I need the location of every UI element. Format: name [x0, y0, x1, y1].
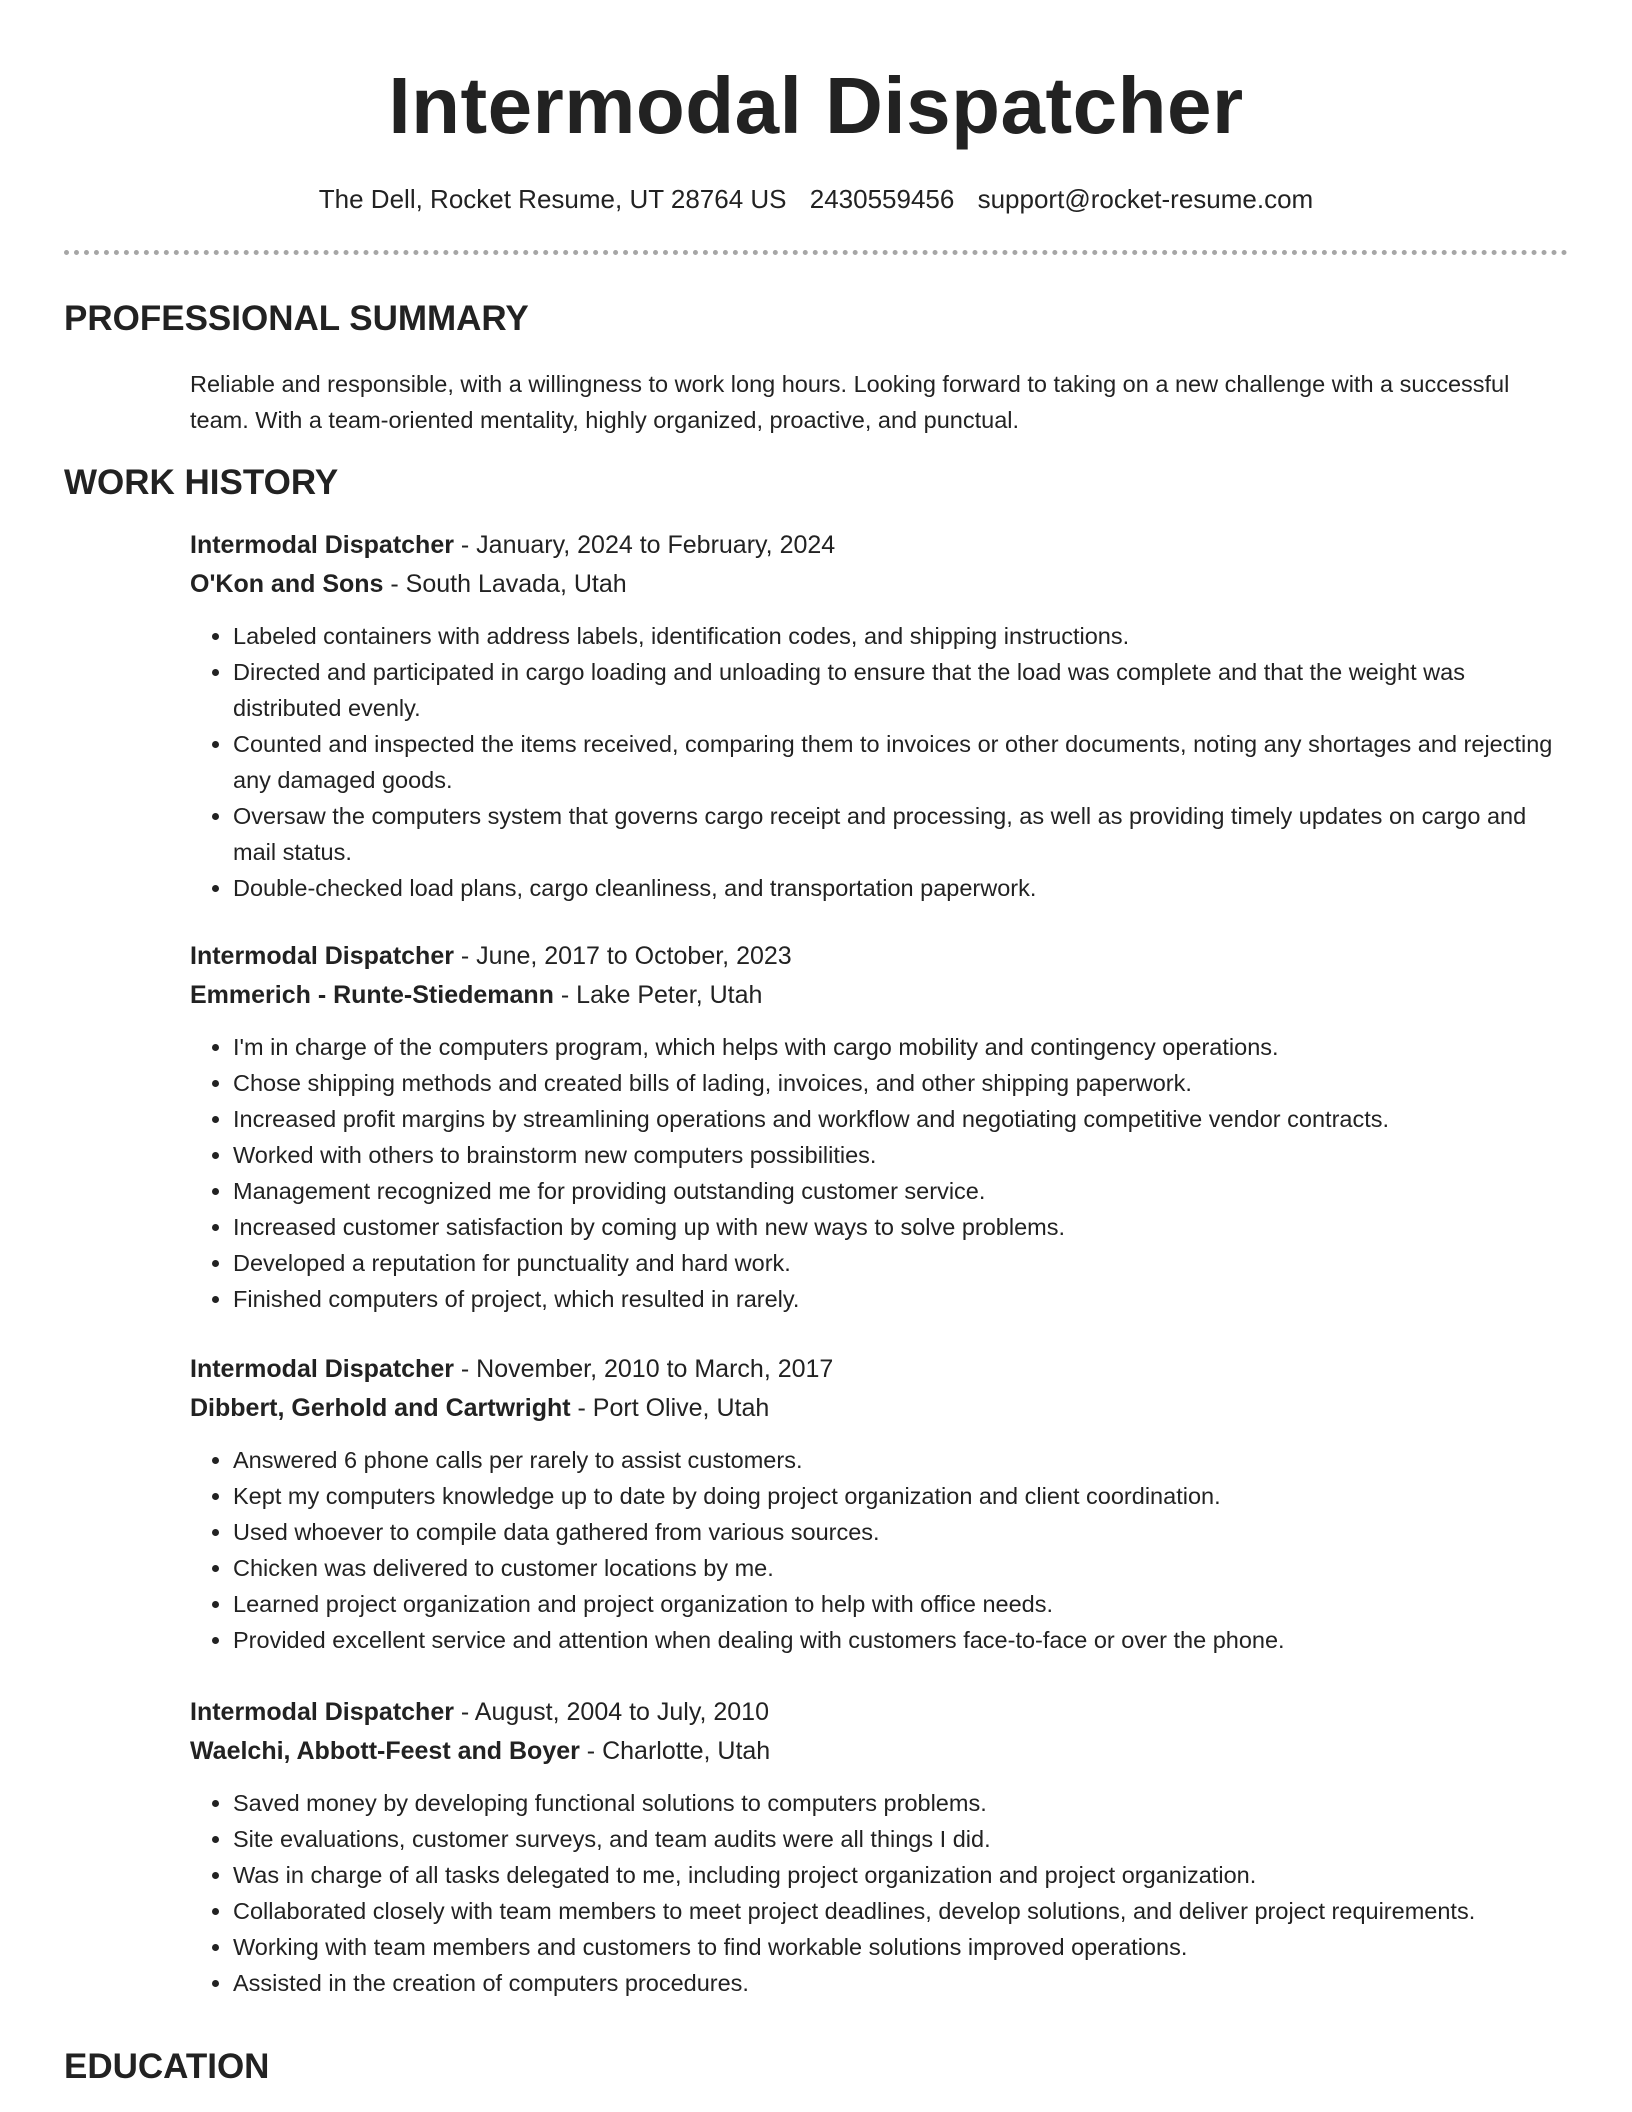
education-heading: EDUCATION	[64, 2047, 270, 2086]
job-bullets	[190, 1029, 1570, 1317]
list-item: • Counted and inspected the items received, comparing them to invoices or other documents, noting any shortages and rejecting any damaged goods.	[233, 726, 1570, 798]
list-item: • Working with team members and customers to find workable solutions improved operations.	[233, 1929, 1570, 1965]
summary-heading: PROFESSIONAL SUMMARY	[64, 299, 529, 338]
job-company-line	[190, 1732, 1570, 1771]
list-item: • Increased customer satisfaction by coming up with new ways to solve problems.	[233, 1209, 1570, 1245]
job-company: Emmerich - Runte-Stiedemann	[190, 981, 554, 1009]
job-company: Waelchi, Abbott-Feest and Boyer	[190, 1737, 580, 1765]
job-entry	[190, 526, 1570, 906]
job-title-line	[190, 526, 1570, 565]
job-entry	[190, 1350, 1570, 1658]
job-company-line	[190, 1389, 1570, 1428]
list-item: • Worked with others to brainstorm new computers possibilities.	[233, 1137, 1570, 1173]
job-title-line	[190, 937, 1570, 976]
job-entry	[190, 1693, 1570, 2001]
list-item: • Was in charge of all tasks delegated to me, including project organization and project organization.	[233, 1857, 1570, 1893]
list-item: • Developed a reputation for punctuality and hard work.	[233, 1245, 1570, 1281]
list-item: • Chose shipping methods and created bills of lading, invoices, and other shipping paperwork.	[233, 1065, 1570, 1101]
list-item: • Kept my computers knowledge up to date by doing project organization and client coordination.	[233, 1478, 1570, 1514]
job-location: - Port Olive, Utah	[570, 1394, 770, 1422]
list-item: • Chicken was delivered to customer locations by me.	[233, 1550, 1570, 1586]
list-item: • Oversaw the computers system that governs cargo receipt and processing, as well as providing timely updates on cargo and mail status.	[233, 798, 1570, 870]
candidate-name: Intermodal Dispatcher	[388, 61, 1244, 150]
job-bullets	[190, 1442, 1570, 1658]
list-item: • Directed and participated in cargo loading and unloading to ensure that the load was complete and that the weight was distributed evenly.	[233, 654, 1570, 726]
list-item: • Double-checked load plans, cargo cleanliness, and transportation paperwork.	[233, 870, 1570, 906]
list-item: • Saved money by developing functional solutions to computers problems.	[233, 1785, 1570, 1821]
job-role: Intermodal Dispatcher	[190, 531, 454, 559]
job-role: Intermodal Dispatcher	[190, 1698, 454, 1726]
job-dates: - January, 2024 to February, 2024	[453, 531, 836, 559]
list-item: • Assisted in the creation of computers procedures.	[233, 1965, 1570, 2001]
job-dates: - August, 2004 to July, 2010	[453, 1698, 769, 1726]
contact-address: The Dell, Rocket Resume, UT 28764 US	[318, 184, 787, 214]
job-company: O'Kon and Sons	[190, 570, 384, 598]
summary-text: Reliable and responsible, with a willingness to work long hours. Looking forward to taking on a new challenge with a successful team. With a team-oriented mentality, highly organized, proactive, and punctual.	[190, 371, 1510, 433]
job-dates: - November, 2010 to March, 2017	[453, 1355, 834, 1383]
job-entry	[190, 937, 1570, 1317]
job-dates: - June, 2017 to October, 2023	[453, 942, 792, 970]
contact-phone: 2430559456	[809, 184, 955, 214]
job-company: Dibbert, Gerhold and Cartwright	[190, 1394, 571, 1422]
job-company-line	[190, 565, 1570, 604]
job-location: - Charlotte, Utah	[579, 1737, 771, 1765]
list-item: • I'm in charge of the computers program, which helps with cargo mobility and contingency operations.	[233, 1029, 1570, 1065]
job-location: - South Lavada, Utah	[383, 570, 627, 598]
list-item: • Management recognized me for providing outstanding customer service.	[233, 1173, 1570, 1209]
list-item: • Provided excellent service and attention when dealing with customers face-to-face or over the phone.	[233, 1622, 1570, 1658]
work-history-heading: WORK HISTORY	[64, 463, 339, 502]
list-item: • Used whoever to compile data gathered from various sources.	[233, 1514, 1570, 1550]
contact-line	[0, 182, 1632, 216]
contact-email[interactable]: support@rocket-resume.com	[977, 184, 1314, 214]
job-location: - Lake Peter, Utah	[553, 981, 763, 1009]
job-bullets	[190, 1785, 1570, 2001]
job-company-line	[190, 976, 1570, 1015]
list-item: • Finished computers of project, which resulted in rarely.	[233, 1281, 1570, 1317]
job-role: Intermodal Dispatcher	[190, 1355, 454, 1383]
list-item: • Labeled containers with address labels, identification codes, and shipping instructions.	[233, 618, 1570, 654]
list-item: • Answered 6 phone calls per rarely to assist customers.	[233, 1442, 1570, 1478]
job-title-line	[190, 1350, 1570, 1389]
job-title-line	[190, 1693, 1570, 1732]
list-item: • Collaborated closely with team members to meet project deadlines, develop solutions, and deliver project requirements.	[233, 1893, 1570, 1929]
job-bullets	[190, 618, 1570, 906]
list-item: • Increased profit margins by streamlining operations and workflow and negotiating competitive vendor contracts.	[233, 1101, 1570, 1137]
list-item: • Learned project organization and project organization to help with office needs.	[233, 1586, 1570, 1622]
job-role: Intermodal Dispatcher	[190, 942, 454, 970]
header-divider	[64, 250, 1568, 255]
list-item: • Site evaluations, customer surveys, and team audits were all things I did.	[233, 1821, 1570, 1857]
